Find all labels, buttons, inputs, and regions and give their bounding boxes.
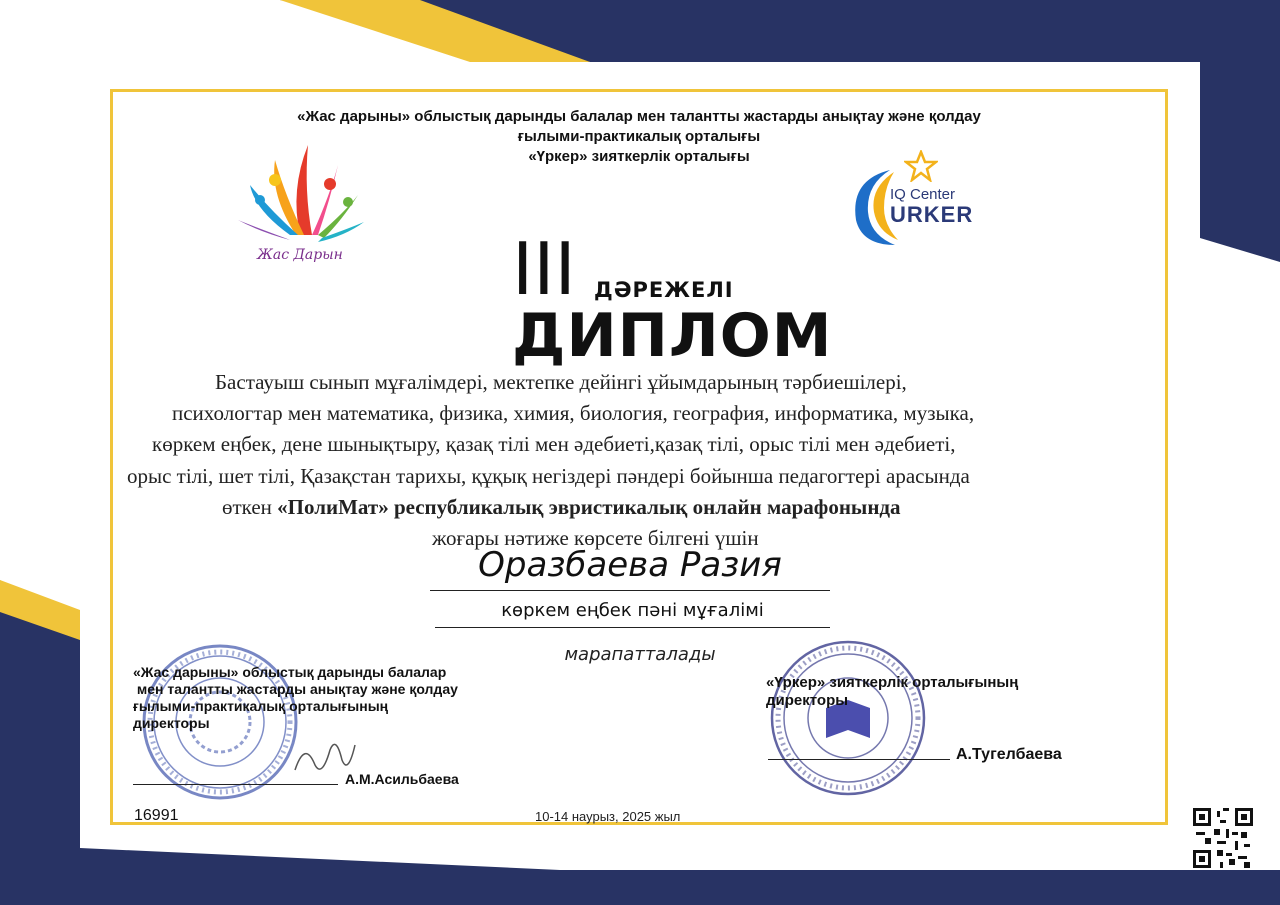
body-line-5 <box>222 495 901 520</box>
recipient-subject: көркем еңбек пәні мұғалімі <box>501 600 764 621</box>
body-line-2: психологтар мен математика, физика, химия, биология, география, информатика, музыка, <box>172 401 975 425</box>
diploma-title: ДИПЛОМ <box>512 301 833 371</box>
qr-code <box>1193 808 1253 868</box>
header-line-2: ғылыми-практикалық орталығы <box>517 128 761 145</box>
left-signature-line <box>133 784 338 785</box>
jas-daryn-caption: Жас Дарын <box>257 247 343 263</box>
left-signer-line-3: ғылыми-практикалық орталығының <box>133 698 389 714</box>
name-underline <box>430 590 830 591</box>
body-line-1: Бастауыш сынып мұғалімдері, мектепке дейінгі ұйымдарының тәрбиешілері, <box>215 370 907 394</box>
header-line-1: «Жас дарыны» облыстық дарынды балалар мен талантты жастарды анықтау және қолдау <box>297 108 981 125</box>
event-date: 10-14 наурыз, 2025 жыл <box>535 809 681 824</box>
left-signer-line-4: директоры <box>133 715 210 731</box>
left-signer-line-1: «Жас дарыны» облыстық дарынды балалар <box>133 664 447 680</box>
stamp-right <box>768 638 928 798</box>
jas-daryn-logo <box>230 140 370 265</box>
iq-center-urker-logo <box>850 150 980 250</box>
right-signer-name: А.Тугелбаева <box>956 746 1062 763</box>
awarded-text: марапатталады <box>564 644 716 665</box>
recipient-name: Оразбаева Разия <box>478 545 782 585</box>
body-line-5-event: «ПолиМат» республикалық эвристикалық онлайн марафонында <box>277 495 901 519</box>
header-line-3: «Үркер» зияткерлік орталығы <box>528 148 750 165</box>
body-line-6: жоғары нәтиже көрсете білгені үшін <box>432 526 759 550</box>
body-line-5-prefix: өткен <box>222 495 272 519</box>
right-signer-line-1: «Үркер» зияткерлік орталығының <box>766 674 1019 691</box>
body-line-4: орыс тілі, шет тілі, Қазақстан тарихы, құқық негіздері пәндері бойынша педагогтері арасында <box>127 464 970 488</box>
star-icon <box>904 150 938 182</box>
diploma-degree-word: ДӘРЕЖЕЛІ <box>594 278 734 302</box>
left-signer-name: А.М.Асильбаева <box>345 771 459 787</box>
diploma-degree: III <box>512 227 576 311</box>
iq-center-text: IQ Center <box>890 186 956 203</box>
subject-underline <box>435 627 830 628</box>
diploma-number: 16991 <box>134 807 179 824</box>
body-line-3: көркем еңбек, дене шынықтыру, қазақ тілі мен әдебиеті,қазақ тілі, орыс тілі мен әдебиеті, <box>152 432 956 456</box>
urker-text: URKER <box>890 202 974 227</box>
left-signer-line-2: мен талантты жастарды анықтау және қолдау <box>133 681 458 697</box>
right-signature-line <box>768 759 950 760</box>
right-signer-line-2: директоры <box>766 692 849 709</box>
